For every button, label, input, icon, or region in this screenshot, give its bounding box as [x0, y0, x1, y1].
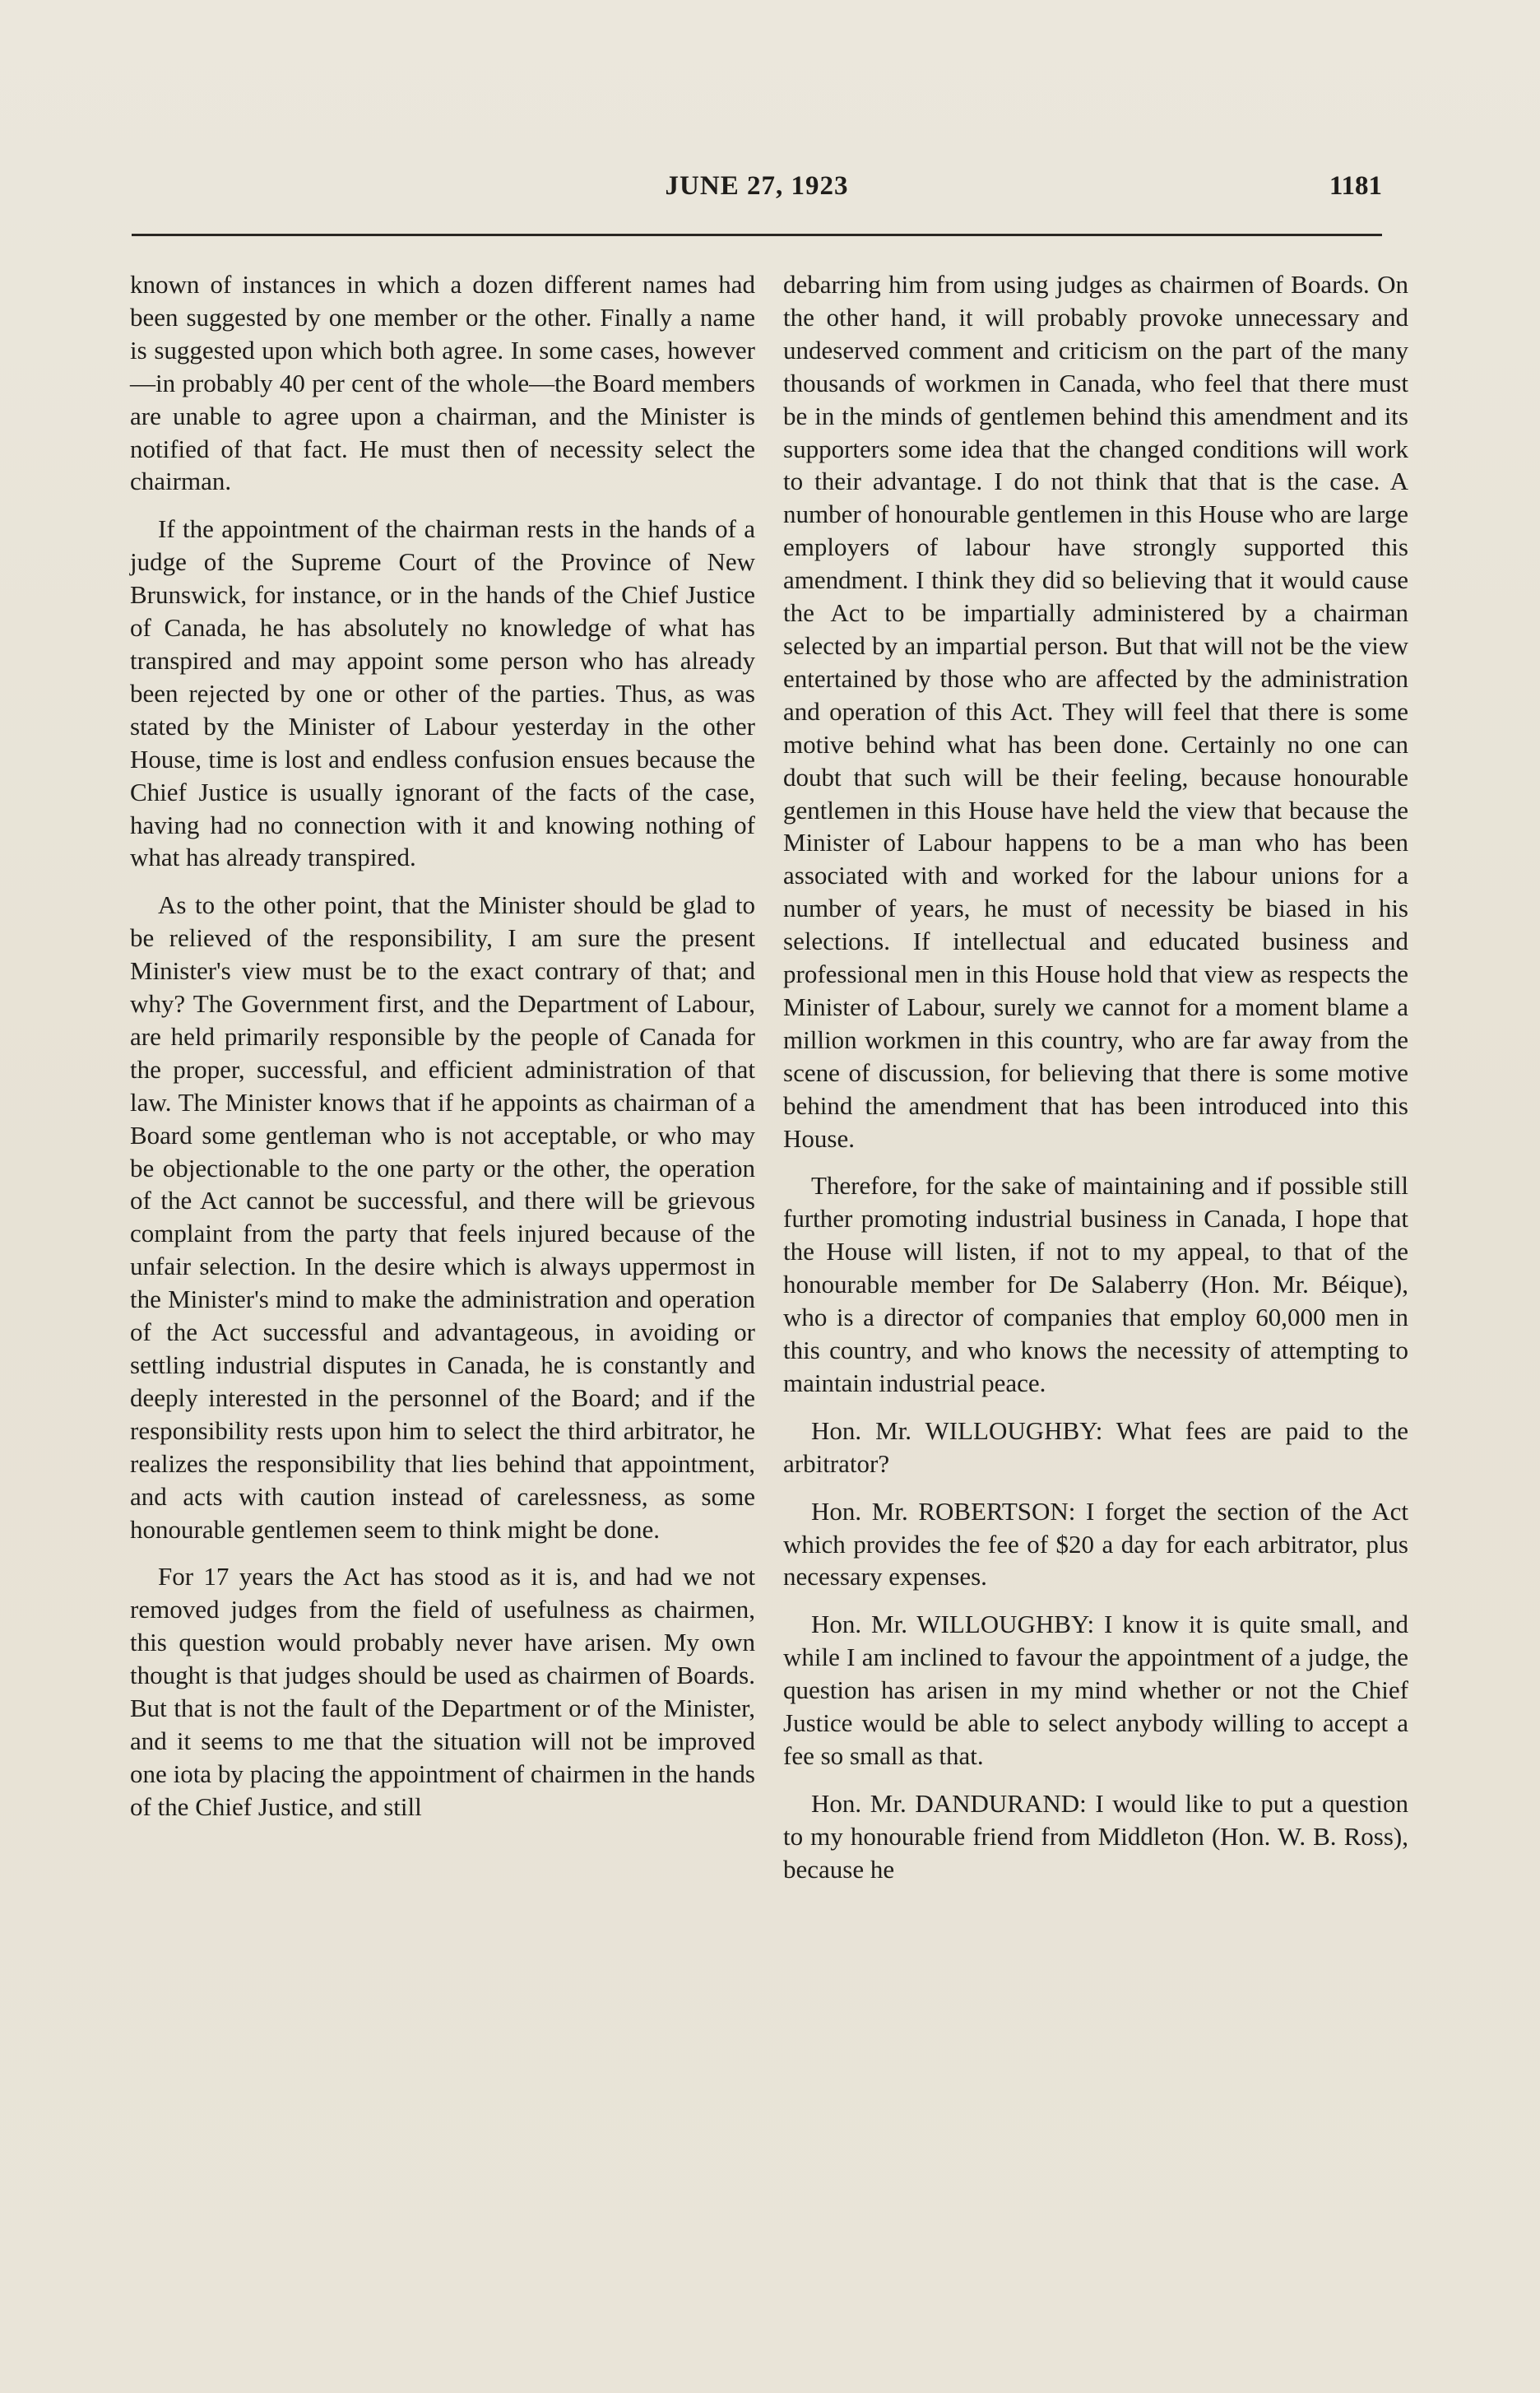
paragraph: Therefore, for the sake of maintaining and if possible still further promoting industrial business in Canada, I hope that the House will listen, if not to my appeal, to that of the honourable member for De Salaberry (Hon. Mr. Béique), who is a director of companies that employ 60,000 men in this country, and who knows the necessity of attempting to maintain industrial peace.	[783, 1171, 1408, 1397]
header-date: JUNE 27, 1923	[665, 171, 849, 201]
left-column	[130, 268, 755, 1838]
header-rule	[132, 234, 1382, 236]
paragraph: debarring him from using judges as chairmen of Boards. On the other hand, it will probably provoke unnecessary and undeserved comment and criticism on the part of the many thousands of workmen in Canada, who feel that there must be in the minds of gentlemen behind this amendment and its supporters some idea that the changed conditions will work to their advantage. I do not think that that is the case. A number of honourable gentlemen in this House who are large employers of labour have strongly supported this amendment. I think they did so believing that it would cause the Act to be impartially administered by a chairman selected by an impartial person. But that will not be the view entertained by those who are affected by the administration and operation of this Act. They will feel that there is some motive behind what has been done. Certainly no one can doubt that such will be their feeling, because honourable gentlemen in this House have held the view that because the Minister of Labour happens to be a man who has been associated with and worked for the labour unions for a number of years, he must of necessity be biased in his selections. If intellectual and educated business and professional men in this House hold that view as respects the Minister of Labour, surely we cannot for a moment blame a million workmen in this country, who are far away from the scene of discussion, for believing that there is some motive behind the amendment that has been introduced into this House.	[783, 270, 1408, 1153]
paragraph: Hon. Mr. DANDURAND: I would like to put a question to my honourable friend from Middleton (Hon. W. B. Ross), because he	[783, 1788, 1408, 1884]
paragraph: Hon. Mr. ROBERTSON: I forget the section of the Act which provides the fee of $20 a day for each arbitrator, plus necessary expenses.	[783, 1496, 1408, 1591]
page-number: 1181	[1329, 171, 1382, 201]
page-header	[132, 171, 1382, 212]
paragraph: Hon. Mr. WILLOUGHBY: I know it is quite small, and while I am inclined to favour the appointment of a judge, the question has arisen in my mind whether or not the Chief Justice would be able to select anybody willing to accept a fee so small as that.	[783, 1610, 1408, 1770]
right-column	[783, 268, 1408, 1901]
paragraph: known of instances in which a dozen different names had been suggested by one member or the other. Finally a name is suggested upon which both agree. In some cases, however—in probably 40 per cent of the whole—the Board members are unable to agree upon a chairman, and the Minister is notified of that fact. He must then of necessity select the chairman.	[130, 270, 755, 496]
paragraph: As to the other point, that the Minister should be glad to be relieved of the responsibility, I am sure the present Minister's view must be to the exact contrary of that; and why? The Government first, and the Department of Labour, are held primarily responsible by the people of Canada for the proper, successful, and efficient administration of that law. The Minister knows that if he appoints as chairman of a Board some gentleman who is not acceptable, or who may be objectionable to the one party or the other, the operation of the Act cannot be successful, and there will be grievous complaint from the party that feels injured because of the unfair selection. In the desire which is always uppermost in the Minister's mind to make the administration and operation of the Act successful and advantageous, in avoiding or settling industrial disputes in Canada, he is constantly and deeply interested in the personnel of the Board; and if the responsibility rests upon him to select the third arbitrator, he realizes the responsibility that lies behind that appointment, and acts with caution instead of carelessness, as some honourable gentlemen seem to think might be done.	[130, 890, 755, 1544]
paragraph: For 17 years the Act has stood as it is, and had we not removed judges from the field of usefulness as chairmen, this question would probably never have arisen. My own thought is that judges should be used as chairmen of Boards. But that is not the fault of the Department or of the Minister, and it seems to me that the situation will not be improved one iota by placing the appointment of chairmen in the hands of the Chief Justice, and still	[130, 1562, 755, 1821]
paragraph: If the appointment of the chairman rests in the hands of a judge of the Supreme Court of the Province of New Brunswick, for instance, or in the hands of the Chief Justice of Canada, he has absolutely no knowledge of what has transpired and may appoint some person who has already been rejected by one or other of the parties. Thus, as was stated by the Minister of Labour yesterday in the other House, time is lost and endless confusion ensues because the Chief Justice is usually ignorant of the facts of the case, having had no connection with it and knowing nothing of what has already transpired.	[130, 514, 755, 872]
paragraph: Hon. Mr. WILLOUGHBY: What fees are paid to the arbitrator?	[783, 1415, 1408, 1478]
